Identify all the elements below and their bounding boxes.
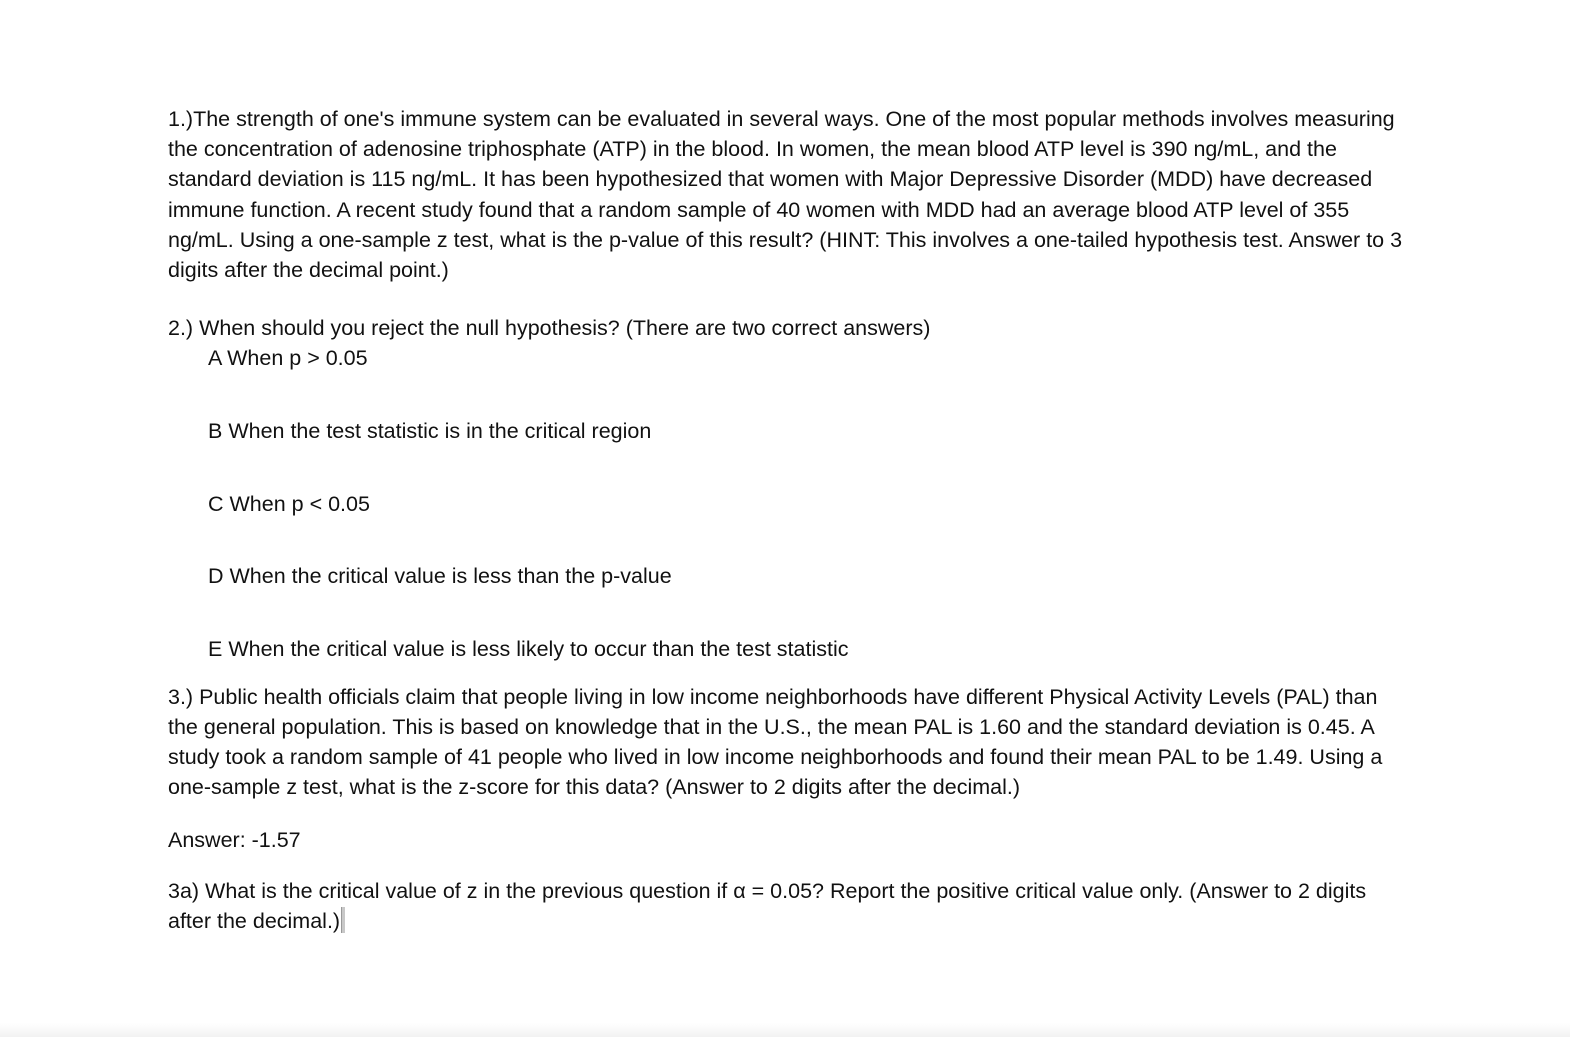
window-bottom-edge (0, 1023, 1570, 1037)
text-cursor (341, 907, 345, 933)
question-3-answer: Answer: -1.57 (168, 827, 301, 852)
document-body[interactable] (168, 104, 1408, 936)
option-c: C When p < 0.05 (208, 491, 370, 516)
option-d: D When the critical value is less than the p-value (208, 564, 672, 589)
question-1-text: 1.)The strength of one's immune system can be evaluated in several ways. One of the most popular methods involves measuring the concentration of adenosine triphosphate (ATP) in the blood. In women, the mean blood ATP level is 390 ng/mL, and the standard deviation is 115 ng/mL. It has been hypothesized that women with Major Depressive Disorder (MDD) have decreased immune function. A recent study found that a random sample of 40 women with MDD had an average blood ATP level of 355 ng/mL. Using a one-sample z test, what is the p-value of this result? (HINT: This involves a one-tailed hypothesis test. Answer to 3 digits after the decimal point.) (168, 107, 1403, 283)
option-e: E When the critical value is less likely to occur than the test statistic (208, 636, 849, 661)
question-2-options (168, 343, 1408, 663)
option-a: A When p > 0.05 (208, 346, 368, 371)
question-3-text: 3.) Public health officials claim that people living in low income neighborhoods have different Physical Activity Levels (PAL) than the general population. This is based on knowledge that in the U.S., the mean PAL is 1.60 and the standard deviation is 0.45. A study took a random sample of 41 people who lived in low income neighborhoods and found their mean PAL to be 1.49. Using a one-sample z test, what is the z-score for this data? (Answer to 2 digits after the decimal.) (168, 684, 1383, 800)
question-2-stem: 2.) When should you reject the null hypothesis? (There are two correct answers) (168, 316, 931, 341)
question-3a-paragraph[interactable] (168, 876, 1408, 936)
option-b: B When the test statistic is in the critical region (208, 419, 652, 444)
question-3a-text: 3a) What is the critical value of z in the previous question if α = 0.05? Report the positive critical value only. (Answer to 2 digits after the decimal.) (168, 878, 1367, 934)
